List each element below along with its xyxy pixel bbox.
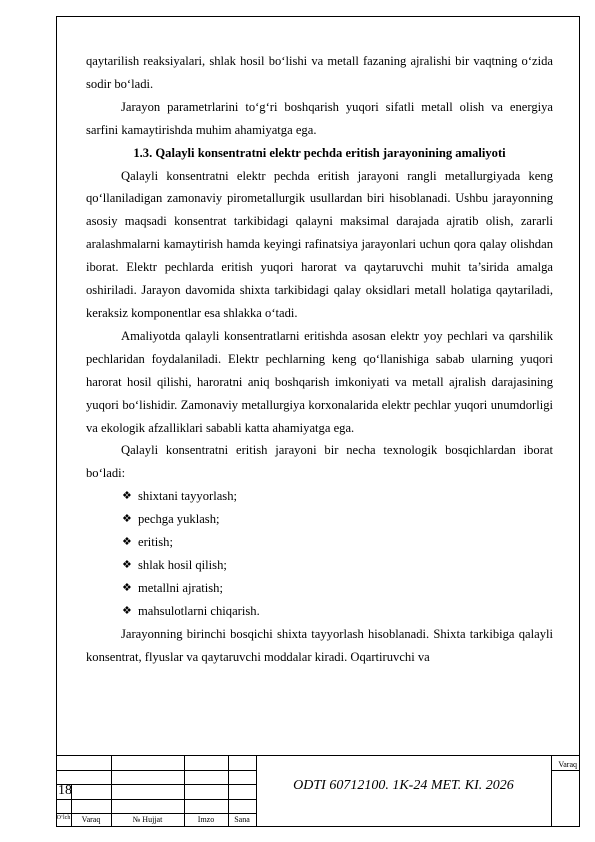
section-heading: 1.3. Qalayli konsentratni elektr pechda eritish jarayonining amaliyoti bbox=[133, 145, 506, 160]
list-item bbox=[122, 554, 553, 577]
list-item bbox=[122, 577, 553, 600]
list-item-text: metallni ajratish; bbox=[138, 580, 223, 595]
list-item bbox=[122, 508, 553, 531]
diamond-bullet-icon: ❖ bbox=[122, 490, 132, 503]
paragraph-2: Amaliyotda qalayli konsentratlarni eritishda asosan elektr yoy pechlari va qarshilik pechlaridan foydalaniladi. Elektr pechlarning keng qo‘llanishiga sabab ularning yuqori harorat hosil qilishi, haroratni aniq boshqarish imkoniyati va metall ajralish darajasining yuqori bo‘lishidir. Zamonaviy metallurgiya korxonalarida elektr pechlar yuqori unumdorligi va ekologik afzalliklari sababli katta ahamiyatga ega. bbox=[86, 328, 553, 435]
list-item bbox=[122, 531, 553, 554]
document-code: ODTI 60712100. 1K-24 MET. KI. 2026 bbox=[293, 778, 514, 793]
list-item-text: eritish; bbox=[138, 535, 173, 550]
column-label-imzo: Imzo bbox=[197, 815, 215, 824]
paragraph-intro-2: Jarayon parametrlarini to‘g‘ri boshqarish yuqori sifatli metall olish va energiya sarfini kamaytirishda muhim ahamiyatga ega. bbox=[86, 99, 553, 137]
list-item-text: mahsulotlarni chiqarish. bbox=[138, 603, 260, 618]
list-item bbox=[122, 485, 553, 508]
title-block-stamp bbox=[56, 755, 580, 827]
list-item bbox=[122, 600, 553, 623]
paragraph-intro-1: qaytarilish reaksiyalari, shlak hosil bo‘lishi va metall fazaning ajralishi bir vaqtning o‘zida sodir bo‘ladi. bbox=[86, 54, 553, 91]
column-label-varaq: Varaq bbox=[81, 815, 101, 824]
diamond-bullet-icon: ❖ bbox=[122, 536, 132, 549]
page-number: 18 bbox=[58, 783, 72, 798]
diamond-bullet-icon: ❖ bbox=[122, 581, 132, 594]
stage-list bbox=[86, 485, 553, 622]
list-item-text: shixtani tayyorlash; bbox=[138, 489, 237, 504]
document-body bbox=[86, 50, 553, 668]
column-label-hujjat: № Hujjat bbox=[132, 815, 163, 824]
sheet-label: Varaq bbox=[558, 760, 577, 769]
column-label-olch: O‘lch bbox=[56, 815, 71, 821]
paragraph-3: Qalayli konsentratni eritish jarayoni bir necha texnologik bosqichlardan iborat bo‘ladi: bbox=[86, 443, 553, 481]
diamond-bullet-icon: ❖ bbox=[122, 558, 132, 571]
diamond-bullet-icon: ❖ bbox=[122, 604, 132, 617]
paragraph-1: Qalayli konsentratni elektr pechda eritish jarayoni rangli metallurgiyada keng qo‘llaniladigan zamonaviy pirometallurgik usullardan biri hisoblanadi. Ushbu jarayonning asosiy maqsadi konsentrat tarkibidagi qalayni maksimal darajada ajratib olish, zararli aralashmalarni kamaytirish hamda keyingi rafinatsiya jarayonlari uchun qora qalay olishdan iborat. Elektr pechlarda eritish yuqori harorat va qaytaruvchi muhit ta’sirida amalga oshiriladi. Jarayon davomida shixta tarkibidagi qalay oksidlari metall holatiga qaytariladi, keraksiz komponentlar esa shlakka o‘tadi. bbox=[86, 168, 553, 320]
diamond-bullet-icon: ❖ bbox=[122, 513, 132, 526]
column-label-sana: Sana bbox=[234, 815, 250, 824]
paragraph-4: Jarayonning birinchi bosqichi shixta tayyorlash hisoblanadi. Shixta tarkibiga qalayli konsentrat, flyuslar va qaytaruvchi moddalar kiradi. Oqartiruvchi va bbox=[86, 626, 553, 664]
list-item-text: pechga yuklash; bbox=[138, 512, 220, 527]
list-item-text: shlak hosil qilish; bbox=[138, 557, 227, 572]
